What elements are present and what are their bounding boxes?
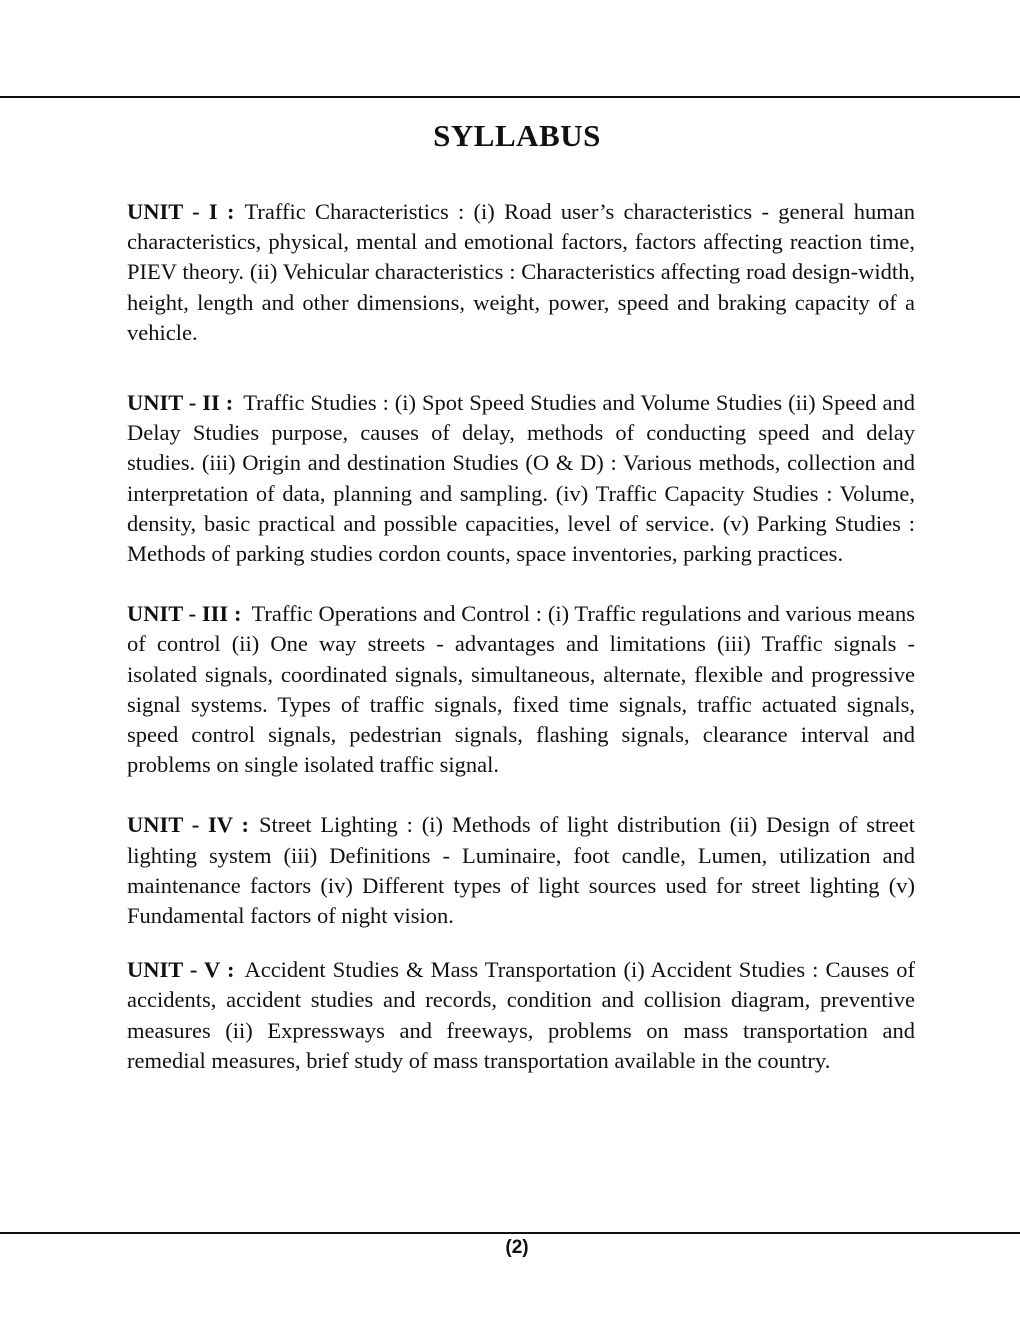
- top-divider: [0, 96, 1020, 98]
- unit-2-label: UNIT - II :: [127, 390, 234, 416]
- unit-2-paragraph: [127, 388, 915, 569]
- unit-1-paragraph: [127, 197, 915, 348]
- page-number: (2): [505, 1237, 529, 1258]
- unit-3-paragraph: [127, 599, 915, 780]
- syllabus-content: [127, 197, 915, 1076]
- unit-3-label: UNIT - III :: [127, 601, 242, 627]
- bottom-divider: [0, 1232, 1020, 1234]
- unit-2-text: Traffic Studies : (i) Spot Speed Studies and Volume Studies (ii) Speed and Delay Studies purpose, causes of delay, methods of conducting speed and delay studies. (iii) Origin and destination Studies (O & D) : Various methods, collection and interpretation of data, planning and sampling. (iv) Traffic Capacity Studies : Volume, density, basic practical and possible capacities, level of service. (v) Parking Studies : Methods of parking studies cordon counts, space inventories, parking practices.: [127, 390, 915, 567]
- unit-4-text: Street Lighting : (i) Methods of light distribution (ii) Design of street lighting system (iii) Definitions - Luminaire, foot candle, Lumen, utilization and maintenance factors (iv) Different types of light sources used for street lighting (v) Fundamental factors of night vision.: [127, 812, 915, 929]
- unit-4-label: UNIT - IV :: [127, 812, 249, 838]
- unit-1-text: Traffic Characteristics : (i) Road user’s characteristics - general human characteristics, physical, mental and emotional factors, factors affecting reaction time, PIEV theory. (ii) Vehicular characteristics : Characteristics affecting road design-width, height, length and other dimensions, weight, power, speed and braking capacity of a vehicle.: [127, 199, 915, 345]
- page-title: SYLLABUS: [433, 118, 601, 153]
- unit-5-label: UNIT - V :: [127, 957, 235, 983]
- unit-5-text: Accident Studies & Mass Transportation (i) Accident Studies : Causes of accidents, accident studies and records, condition and collision diagram, preventive measures (ii) Expressways and freeways, problems on mass transportation and remedial measures, brief study of mass transportation available in the country.: [127, 957, 915, 1073]
- unit-1-label: UNIT - I :: [127, 199, 235, 224]
- unit-4-paragraph: [127, 810, 915, 931]
- unit-3-text: Traffic Operations and Control : (i) Traffic regulations and various means of control (ii) One way streets - advantages and limitations (iii) Traffic signals - isolated signals, coordinated signals, simultaneous, alternate, flexible and progressive signal systems. Types of traffic signals, fixed time signals, traffic actuated signals, speed control signals, pedestrian signals, flashing signals, clearance interval and problems on single isolated traffic signal.: [127, 601, 915, 778]
- unit-5-paragraph: [127, 955, 915, 1076]
